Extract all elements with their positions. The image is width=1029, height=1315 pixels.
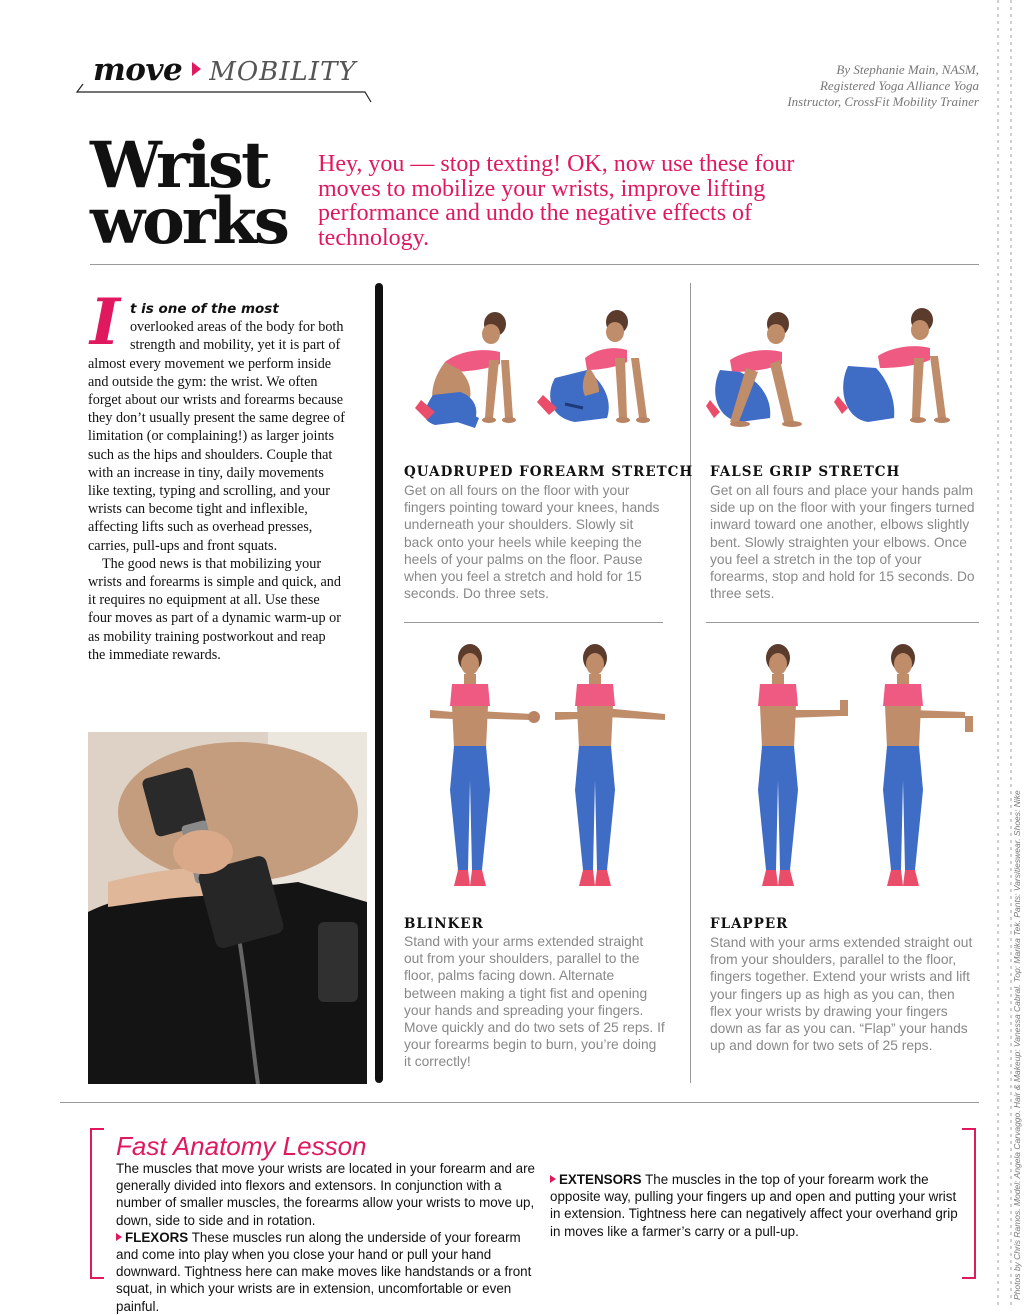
- subsection-label: MOBILITY: [209, 57, 357, 87]
- photo-credits: Photos by Chris Ramos. Model: Angela Carvaggo. Hair & Makeup: Vanessa Cabral. Top: Marika Tek. Pants: Varsitieswear. Shoes: Nike: [1012, 790, 1022, 1300]
- blinker-photo: [420, 640, 670, 910]
- article-title: [90, 128, 287, 259]
- flapper-photo: [728, 640, 978, 910]
- divider: [60, 1102, 979, 1103]
- exercise-title: BLINKER: [404, 916, 484, 932]
- exercise-title: QUADRUPED FOREARM STRETCH: [404, 464, 694, 480]
- title-line: Wrist: [90, 128, 268, 203]
- drop-cap: I: [90, 285, 120, 360]
- exercise-description: Stand with your arms extended straight out from your shoulders, parallel to the floor, fingers together. Extend your wrists and lift your fingers up as high as you can, then flex your wrists by drawing your fingers down as far as you can. “Flap” your hands up and down for two sets of 25 reps.: [710, 935, 973, 1054]
- box-bracket-right: [962, 1128, 976, 1279]
- intro-p1: overlooked areas of the body for both strength and mobility, yet it is part of almost every movement we perform inside and outside the gym: the wrist. We often forget about our wrists and forearms because they don’t usually present the same degree of limitation (or complaining!) as larger joints such as the hips and shoulders. Couple that with an increase in tiny, daily movements like texting, typing and scrolling, and your wrists can become tight and inflexible, affecting lifts such as overhead presses, carries, pull-ups and front squats.: [88, 319, 346, 554]
- exercise-title: FLAPPER: [710, 916, 789, 932]
- exercise-description: Get on all fours and place your hands palm side up on the floor with your fingers turned inward toward one another, elbows slightly bent. Slowly straighten your elbows. Once you feel a stretch in the top of your forearms, stop and hold for 15 seconds. Do three sets.: [710, 483, 975, 602]
- section-arrow-icon: [192, 62, 201, 76]
- byline-line: Instructor, CrossFit Mobility Trainer: [787, 94, 979, 109]
- header-rule: [75, 80, 375, 112]
- bullet-arrow-icon: [116, 1233, 122, 1241]
- extensors-text: The muscles in the top of your forearm work the opposite way, pulling your fingers up and open and putting your wrist in extension. Tightness here can negatively affect your overhand grip in moves like a farmer’s carry or a pull-up.: [550, 1172, 958, 1239]
- divider: [404, 622, 663, 623]
- column-rule: [690, 283, 691, 1083]
- section-label: move: [93, 52, 183, 88]
- flexors-text: These muscles run along the underside of your forearm and come into play when you close your hand or pull your hand downward. Tightness here can make moves like handstands or a front squat, in which your wrists are in extension, uncomfortable or even painful.: [116, 1229, 532, 1314]
- divider: [90, 264, 979, 265]
- dumbbell-illustration: [88, 732, 367, 1084]
- article-dek: Hey, you — stop texting! OK, now use these four moves to mobilize your wrists, improve lifting performance and undo the negative effects of technology.: [318, 151, 795, 251]
- divider: [706, 622, 979, 623]
- box-bracket-left: [90, 1128, 104, 1279]
- intro-lead: t is one of the most: [129, 301, 279, 317]
- byline-line: Registered Yoga Alliance Yoga: [819, 78, 979, 93]
- byline: [719, 62, 979, 110]
- extensors-label: EXTENSORS: [559, 1172, 642, 1187]
- bullet-arrow-icon: [550, 1175, 556, 1183]
- byline-line: By Stephanie Main, NASM,: [836, 62, 979, 77]
- intro-paragraph: [88, 285, 346, 555]
- false-grip-stretch-photo: [710, 300, 975, 460]
- lesson-title: Fast Anatomy Lesson: [116, 1131, 367, 1161]
- lesson-column-left: [116, 1160, 536, 1315]
- column-bar: [375, 283, 383, 1083]
- intro-paragraph: The good news is that mobilizing your wrists and forearms is simple and quick, and it requires no equipment at all. Use these four moves as part of a dynamic warm-up or as mobility training postworkout and reap the immediate rewards.: [88, 555, 341, 663]
- intro-text: [88, 285, 346, 664]
- flexors-label: FLEXORS: [125, 1229, 189, 1245]
- quadruped-forearm-stretch-photo: [405, 300, 670, 460]
- exercise-title: FALSE GRIP STRETCH: [710, 464, 901, 480]
- exercise-description: Get on all fours on the floor with your fingers pointing toward your knees, hands underneath your shoulders. Slowly sit back onto your heels while keeping the heels of your palms on the floor. Pause when you feel a stretch and hold for 15 seconds. Do three sets.: [404, 483, 660, 602]
- lesson-intro: The muscles that move your wrists are located in your forearm and are generally divided into flexors and extensors. In conjunction with a number of smaller muscles, the forearms allow your wrists to move up, down, side to side and in rotation.: [116, 1161, 536, 1228]
- title-line: works: [90, 184, 287, 259]
- dumbbell-photo: [88, 732, 367, 1084]
- lesson-column-right: [550, 1171, 958, 1240]
- exercise-description: Stand with your arms extended straight out from your shoulders, parallel to the floor, palms facing down. Alternate between making a tight fist and opening your hands and spreading your fingers. Move quickly and do two sets of 25 reps. If your forearms begin to burn, you’re doing it correctly!: [404, 934, 665, 1070]
